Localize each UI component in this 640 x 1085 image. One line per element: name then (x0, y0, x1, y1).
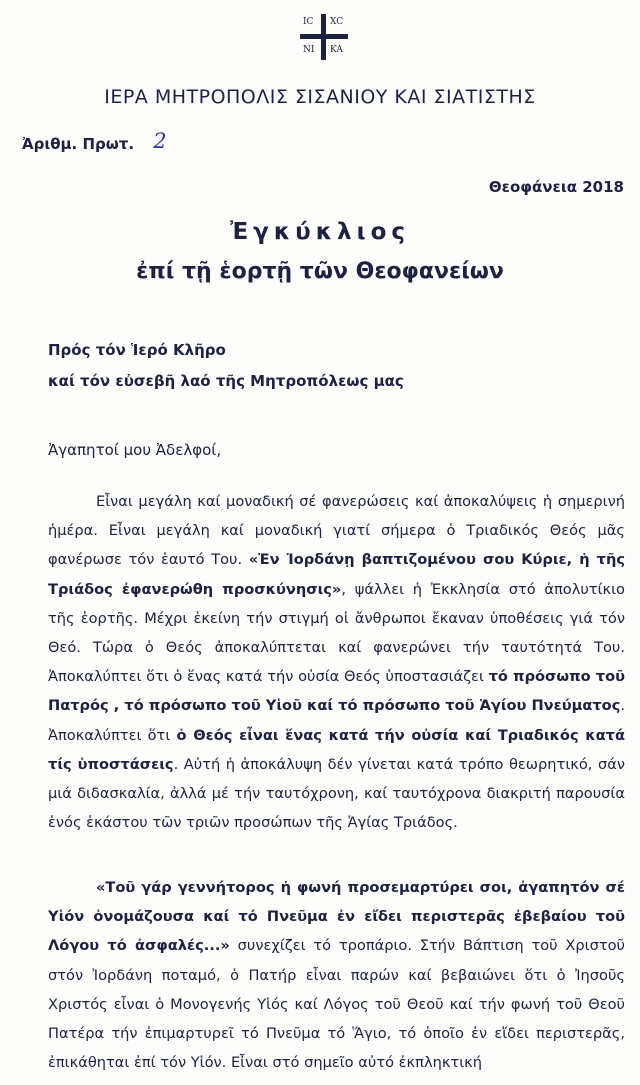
seal-text-ka: KA (330, 45, 343, 55)
doctrine-emphasis: ὁ Θεός εἶναι ἕνας κατά τήν οὐσία καί Τριαδικός κατά τίς ὑποστάσεις (48, 726, 625, 773)
document-title: Ἐγκύκλιος (229, 219, 411, 245)
document-subtitle: ἐπί τῇ ἑορτῇ τῶν Θεοφανείων (136, 259, 504, 284)
metropolis-name: ΙΕΡΑ ΜΗΤΡΟΠΟΛΙΣ ΣΙΣΑΝΙΟΥ ΚΑΙ ΣΙΑΤΙΣΤΗΣ (104, 86, 536, 108)
protocol-label: Ἀριθμ. Πρωτ. (22, 135, 135, 153)
cross-seal-icon (298, 12, 350, 62)
addressee-line-2: καί τόν εὐσεβῆ λαό τῆς Μητροπόλεως μας (48, 372, 404, 390)
greeting: Ἀγαπητοί μου Ἀδελφοί, (48, 441, 222, 459)
body-paragraph-1: Εἶναι μεγάλη καί μοναδική σέ φανερώσεις καί ἀποκαλύψεις ἡ σημερινή ἡμέρα. Εἶναι μεγάλη καί μοναδική γιατί σήμερα ὁ Τριαδικός Θεός μᾶς φανέρωσε τόν ἑαυτό Του. «Ἐν Ἰορδάνῃ βαπτιζομένου σου Κύριε, ἡ τῆς Τριάδος ἐφανερώθη προσκύνησις», ψάλλει ἡ Ἐκκλησία στό ἀπολυτίκιο τῆς ἑορτῆς. Μέχρι ἐκείνη τήν στιγμή οἱ ἄνθρωποι ἔκαναν ὑποθέσεις γιά τόν Θεό. Τώρα ὁ Θεός ἀποκαλύπτεται καί φανερώνει τήν ταυτότητά Του. Ἀποκαλύπτει ὅτι ὁ ἕνας κατά τήν οὐσία Θεός ὑποστασιάζει τό πρόσωπο τοῦ Πατρός , τό πρόσωπο τοῦ Υἱοῦ καί τό πρόσωπο τοῦ Ἁγίου Πνεύματος. Ἀποκαλύπτει ὅτι ὁ Θεός εἶναι ἕνας κατά τήν οὐσία καί Τριαδικός κατά τίς ὑποστάσεις. Αὐτή ἡ ἀποκάλυψη δέν γίνεται κατά τρόπο θεωρητικό, σάν μιά διδασκαλία, ἀλλά μέ τήν ταυτόχρονη, καί ταυτόχρονα διακριτή παρουσία ἑνός ἑκάστου τῶν τριῶν προσώπων τῆς Ἁγίας Τριάδος. (48, 493, 625, 832)
seal-text-xc: XC (330, 17, 344, 27)
body-paragraph-2: «Τοῦ γάρ γεννήτορος ἡ φωνή προσεμαρτύρει σοι, ἀγαπητόν σέ Υἱόν ὀνομάζουσα καί τό Πνεῦμα ἐν εἴδει περιστερᾶς ἐβεβαίου τοῦ Λόγου τό ἀσφαλές...» συνεχίζει τό τροπάριο. Στήν Βάπτιση τοῦ Χριστοῦ στόν Ἰορδάνη ποταμό, ὁ Πατήρ εἶναι παρών καί βεβαιώνει ὅτι ὁ Ἰησοῦς Χριστός εἶναι ὁ Μονογενής Υἱός καί Λόγος τοῦ Θεοῦ καί τήν φωνή τοῦ Θεοῦ Πατέρα τήν ἐπιμαρτυρεῖ τό Πνεῦμα τό Ἅγιο, τό ὁποῖο ἐν εἴδει περιστερᾶς, ἐπικάθηται ἐπί τόν Υἱόν. Εἶναι στό σημεῖο αὐτό ἐκπληκτική (48, 879, 626, 1072)
seal-text-ni: NI (303, 45, 315, 55)
troparion-quote: «Τοῦ γάρ γεννήτορος ἡ φωνή προσεμαρτύρει σοι, ἀγαπητόν σέ Υἱόν ὀνομάζουσα καί τό Πνεῦμα ἐν εἴδει περιστερᾶς ἐβεβαίου τοῦ Λόγου τό ἀσφαλές...» (48, 879, 625, 955)
seal-text-ic: IC (303, 17, 314, 27)
hymn-quote: «Ἐν Ἰορδάνῃ βαπτιζομένου σου Κύριε, ἡ τῆς Τριάδος ἐφανερώθη προσκύνησις» (48, 551, 625, 598)
document-date: Θεοφάνεια 2018 (488, 178, 624, 196)
persons-emphasis: τό πρόσωπο τοῦ Πατρός , τό πρόσωπο τοῦ Υἱοῦ καί τό πρόσωπο τοῦ Ἁγίου Πνεύματος (48, 668, 625, 715)
addressee-line-1: Πρός τόν Ἱερό Κλῆρο (48, 341, 226, 359)
protocol-line (22, 130, 167, 154)
protocol-number: 2 (153, 129, 167, 153)
